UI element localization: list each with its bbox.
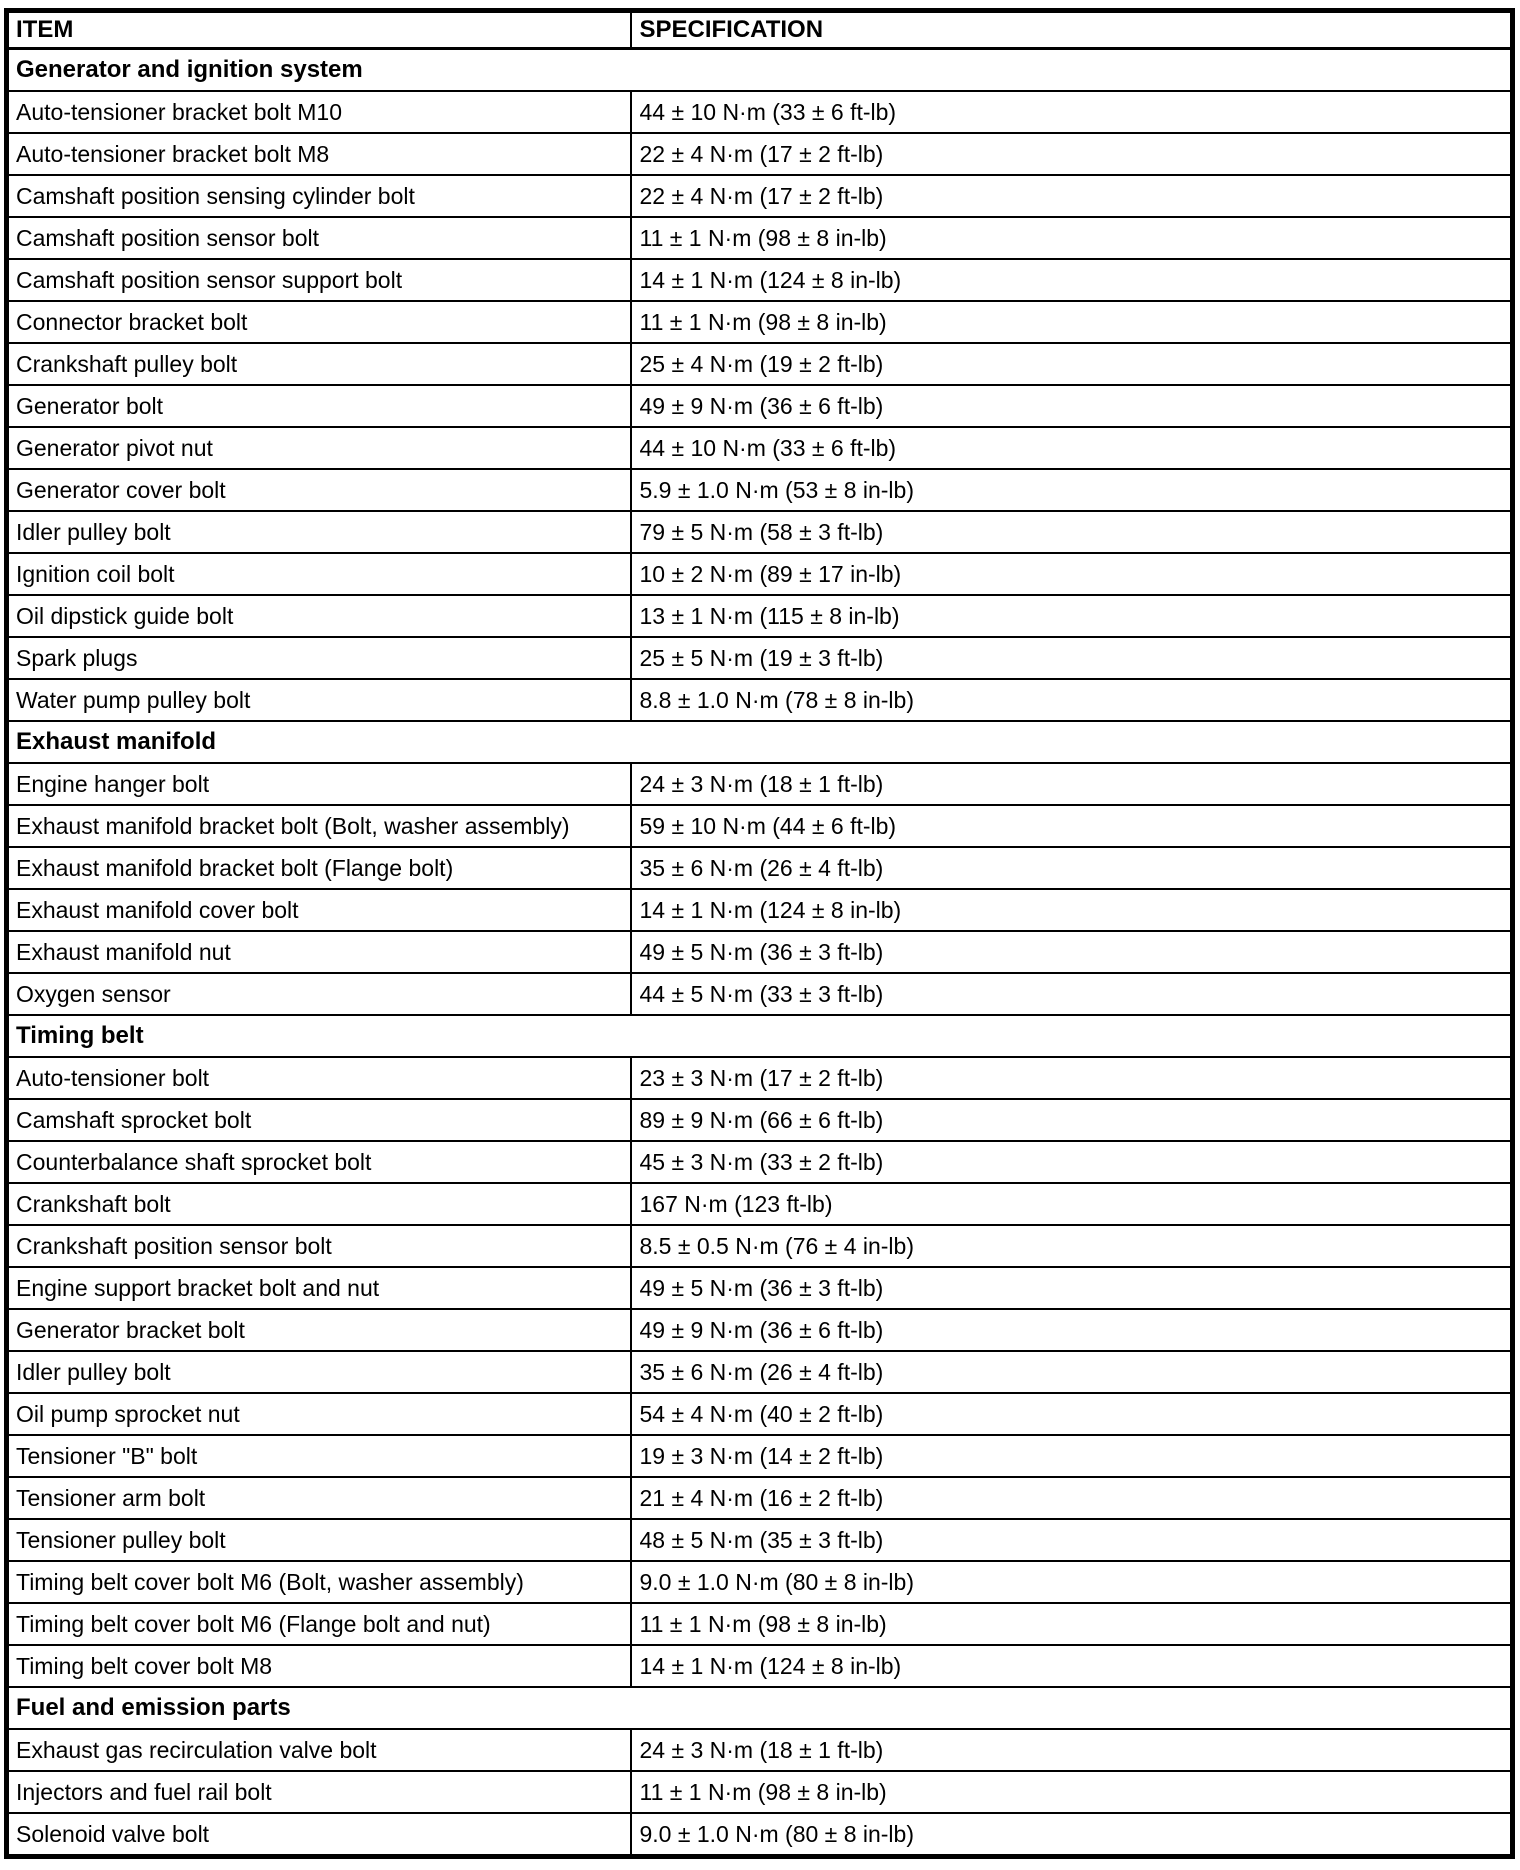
spec-cell: 167 N·m (123 ft-lb): [631, 1183, 1512, 1225]
spec-cell: 5.9 ± 1.0 N·m (53 ± 8 in-lb): [631, 469, 1512, 511]
table-row: [7, 385, 1513, 427]
spec-cell: 49 ± 5 N·m (36 ± 3 ft-lb): [631, 931, 1512, 973]
table-row: [7, 1351, 1513, 1393]
spec-cell: 22 ± 4 N·m (17 ± 2 ft-lb): [631, 175, 1512, 217]
table-row: [7, 1561, 1513, 1603]
spec-cell: 11 ± 1 N·m (98 ± 8 in-lb): [631, 1603, 1512, 1645]
section-title: Timing belt: [7, 1015, 1513, 1057]
spec-cell: 35 ± 6 N·m (26 ± 4 ft-lb): [631, 847, 1512, 889]
spec-cell: 79 ± 5 N·m (58 ± 3 ft-lb): [631, 511, 1512, 553]
item-cell: Camshaft sprocket bolt: [7, 1099, 632, 1141]
item-cell: Tensioner pulley bolt: [7, 1519, 632, 1561]
spec-cell: 8.8 ± 1.0 N·m (78 ± 8 in-lb): [631, 679, 1512, 721]
item-cell: Exhaust manifold bracket bolt (Flange bolt): [7, 847, 632, 889]
table-row: [7, 1729, 1513, 1771]
item-cell: Oil pump sprocket nut: [7, 1393, 632, 1435]
item-cell: Camshaft position sensor bolt: [7, 217, 632, 259]
table-row: [7, 1603, 1513, 1645]
item-cell: Timing belt cover bolt M6 (Bolt, washer assembly): [7, 1561, 632, 1603]
spec-cell: 11 ± 1 N·m (98 ± 8 in-lb): [631, 301, 1512, 343]
section-row: [7, 49, 1513, 92]
table-row: [7, 763, 1513, 805]
spec-cell: 59 ± 10 N·m (44 ± 6 ft-lb): [631, 805, 1512, 847]
table-row: [7, 1267, 1513, 1309]
table-row: [7, 889, 1513, 931]
table-header-row: [7, 11, 1513, 49]
item-cell: Tensioner "B" bolt: [7, 1435, 632, 1477]
spec-table-body: [7, 49, 1513, 1857]
table-row: [7, 931, 1513, 973]
spec-cell: 35 ± 6 N·m (26 ± 4 ft-lb): [631, 1351, 1512, 1393]
item-cell: Injectors and fuel rail bolt: [7, 1771, 632, 1813]
table-row: [7, 1099, 1513, 1141]
section-title: Exhaust manifold: [7, 721, 1513, 763]
table-row: [7, 1141, 1513, 1183]
table-row: [7, 847, 1513, 889]
item-cell: Crankshaft pulley bolt: [7, 343, 632, 385]
table-row: [7, 973, 1513, 1015]
item-cell: Solenoid valve bolt: [7, 1813, 632, 1857]
spec-cell: 89 ± 9 N·m (66 ± 6 ft-lb): [631, 1099, 1512, 1141]
item-cell: Engine support bracket bolt and nut: [7, 1267, 632, 1309]
spec-cell: 22 ± 4 N·m (17 ± 2 ft-lb): [631, 133, 1512, 175]
table-row: [7, 175, 1513, 217]
item-cell: Idler pulley bolt: [7, 1351, 632, 1393]
table-row: [7, 259, 1513, 301]
item-cell: Spark plugs: [7, 637, 632, 679]
item-cell: Camshaft position sensor support bolt: [7, 259, 632, 301]
table-row: [7, 343, 1513, 385]
spec-cell: 45 ± 3 N·m (33 ± 2 ft-lb): [631, 1141, 1512, 1183]
item-cell: Idler pulley bolt: [7, 511, 632, 553]
table-row: [7, 301, 1513, 343]
item-cell: Oil dipstick guide bolt: [7, 595, 632, 637]
table-row: [7, 1813, 1513, 1857]
section-title: Generator and ignition system: [7, 49, 1513, 92]
table-row: [7, 1435, 1513, 1477]
item-cell: Auto-tensioner bracket bolt M8: [7, 133, 632, 175]
spec-cell: 21 ± 4 N·m (16 ± 2 ft-lb): [631, 1477, 1512, 1519]
item-cell: Generator cover bolt: [7, 469, 632, 511]
spec-cell: 25 ± 5 N·m (19 ± 3 ft-lb): [631, 637, 1512, 679]
section-row: [7, 1015, 1513, 1057]
column-header-item: ITEM: [7, 11, 632, 49]
column-header-specification: SPECIFICATION: [631, 11, 1512, 49]
table-row: [7, 637, 1513, 679]
item-cell: Oxygen sensor: [7, 973, 632, 1015]
spec-cell: 8.5 ± 0.5 N·m (76 ± 4 in-lb): [631, 1225, 1512, 1267]
item-cell: Camshaft position sensing cylinder bolt: [7, 175, 632, 217]
item-cell: Generator pivot nut: [7, 427, 632, 469]
spec-cell: 44 ± 5 N·m (33 ± 3 ft-lb): [631, 973, 1512, 1015]
item-cell: Engine hanger bolt: [7, 763, 632, 805]
spec-cell: 9.0 ± 1.0 N·m (80 ± 8 in-lb): [631, 1561, 1512, 1603]
item-cell: Exhaust manifold cover bolt: [7, 889, 632, 931]
table-row: [7, 1771, 1513, 1813]
item-cell: Generator bracket bolt: [7, 1309, 632, 1351]
table-row: [7, 805, 1513, 847]
section-title: Fuel and emission parts: [7, 1687, 1513, 1729]
item-cell: Ignition coil bolt: [7, 553, 632, 595]
table-row: [7, 1183, 1513, 1225]
item-cell: Crankshaft bolt: [7, 1183, 632, 1225]
item-cell: Auto-tensioner bracket bolt M10: [7, 91, 632, 133]
item-cell: Exhaust gas recirculation valve bolt: [7, 1729, 632, 1771]
table-row: [7, 469, 1513, 511]
spec-cell: 11 ± 1 N·m (98 ± 8 in-lb): [631, 217, 1512, 259]
item-cell: Tensioner arm bolt: [7, 1477, 632, 1519]
table-row: [7, 1477, 1513, 1519]
table-row: [7, 679, 1513, 721]
spec-cell: 44 ± 10 N·m (33 ± 6 ft-lb): [631, 427, 1512, 469]
spec-cell: 49 ± 9 N·m (36 ± 6 ft-lb): [631, 385, 1512, 427]
table-row: [7, 91, 1513, 133]
item-cell: Connector bracket bolt: [7, 301, 632, 343]
spec-cell: 25 ± 4 N·m (19 ± 2 ft-lb): [631, 343, 1512, 385]
spec-cell: 13 ± 1 N·m (115 ± 8 in-lb): [631, 595, 1512, 637]
table-row: [7, 1057, 1513, 1099]
item-cell: Counterbalance shaft sprocket bolt: [7, 1141, 632, 1183]
table-row: [7, 1309, 1513, 1351]
spec-cell: 44 ± 10 N·m (33 ± 6 ft-lb): [631, 91, 1512, 133]
section-row: [7, 1687, 1513, 1729]
table-row: [7, 553, 1513, 595]
item-cell: Generator bolt: [7, 385, 632, 427]
spec-cell: 49 ± 5 N·m (36 ± 3 ft-lb): [631, 1267, 1512, 1309]
spec-cell: 14 ± 1 N·m (124 ± 8 in-lb): [631, 259, 1512, 301]
spec-cell: 24 ± 3 N·m (18 ± 1 ft-lb): [631, 763, 1512, 805]
spec-cell: 10 ± 2 N·m (89 ± 17 in-lb): [631, 553, 1512, 595]
table-row: [7, 595, 1513, 637]
torque-spec-table: [4, 8, 1515, 1859]
item-cell: Water pump pulley bolt: [7, 679, 632, 721]
spec-cell: 14 ± 1 N·m (124 ± 8 in-lb): [631, 1645, 1512, 1687]
table-row: [7, 1519, 1513, 1561]
item-cell: Exhaust manifold bracket bolt (Bolt, washer assembly): [7, 805, 632, 847]
table-row: [7, 1225, 1513, 1267]
spec-cell: 14 ± 1 N·m (124 ± 8 in-lb): [631, 889, 1512, 931]
table-row: [7, 511, 1513, 553]
item-cell: Timing belt cover bolt M6 (Flange bolt and nut): [7, 1603, 632, 1645]
spec-cell: 54 ± 4 N·m (40 ± 2 ft-lb): [631, 1393, 1512, 1435]
item-cell: Timing belt cover bolt M8: [7, 1645, 632, 1687]
spec-cell: 9.0 ± 1.0 N·m (80 ± 8 in-lb): [631, 1813, 1512, 1857]
spec-cell: 49 ± 9 N·m (36 ± 6 ft-lb): [631, 1309, 1512, 1351]
section-row: [7, 721, 1513, 763]
spec-cell: 11 ± 1 N·m (98 ± 8 in-lb): [631, 1771, 1512, 1813]
table-row: [7, 427, 1513, 469]
item-cell: Auto-tensioner bolt: [7, 1057, 632, 1099]
table-row: [7, 1393, 1513, 1435]
spec-cell: 23 ± 3 N·m (17 ± 2 ft-lb): [631, 1057, 1512, 1099]
item-cell: Crankshaft position sensor bolt: [7, 1225, 632, 1267]
table-row: [7, 1645, 1513, 1687]
spec-cell: 24 ± 3 N·m (18 ± 1 ft-lb): [631, 1729, 1512, 1771]
spec-cell: 48 ± 5 N·m (35 ± 3 ft-lb): [631, 1519, 1512, 1561]
spec-cell: 19 ± 3 N·m (14 ± 2 ft-lb): [631, 1435, 1512, 1477]
table-row: [7, 217, 1513, 259]
item-cell: Exhaust manifold nut: [7, 931, 632, 973]
table-row: [7, 133, 1513, 175]
